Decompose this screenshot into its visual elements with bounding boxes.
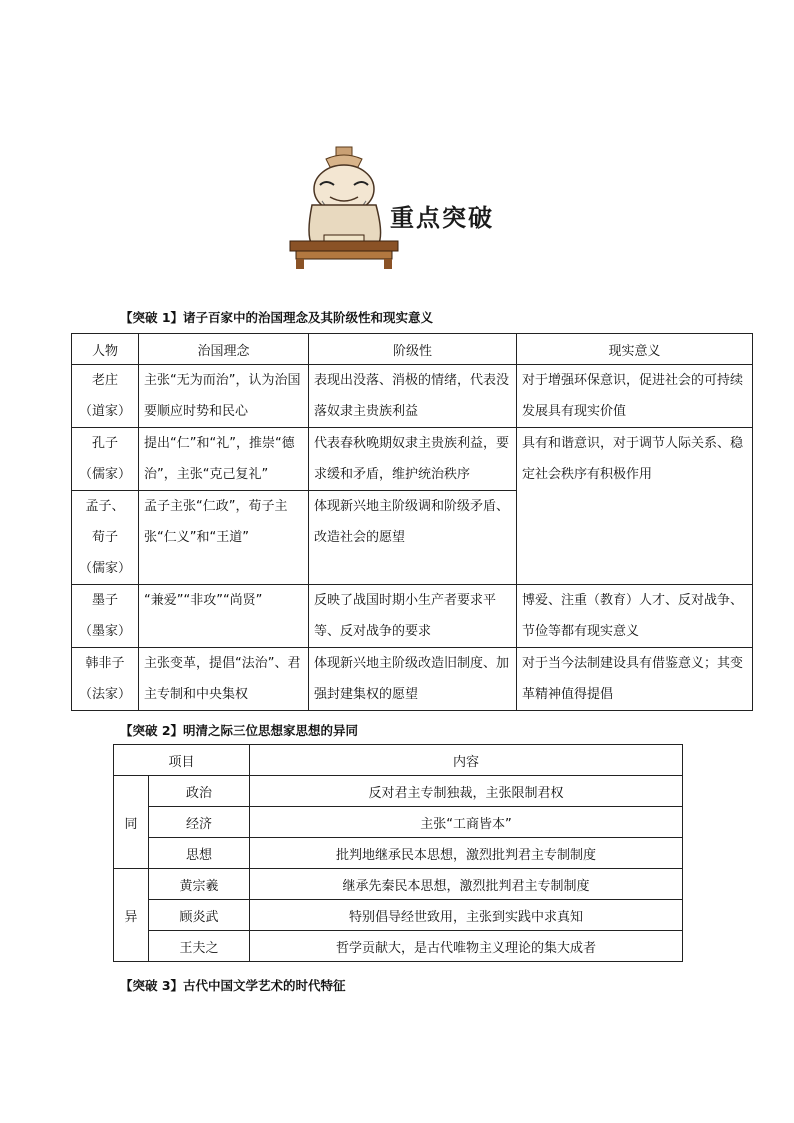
school-name: （法家） xyxy=(78,687,131,702)
class-cell: 代表春秋晚期奴隶主贵族利益，要求缓和矛盾，维护统治秩序 xyxy=(309,428,517,491)
class-cell: 体现新兴地主阶级改造旧制度、加强封建集权的愿望 xyxy=(309,648,517,711)
column-header: 阶级性 xyxy=(309,334,517,365)
meaning-cell: 对于增强环保意识，促进社会的可持续发展具有现实价值 xyxy=(517,365,753,428)
idea-cell: 主张“无为而治”，认为治国要顺应时势和民心 xyxy=(139,365,309,428)
item-cell: 王夫之 xyxy=(149,931,250,962)
idea-cell: 主张变革，提倡“法治”、君主专制和中央集权 xyxy=(139,648,309,711)
class-cell: 表现出没落、消极的情绪，代表没落奴隶主贵族利益 xyxy=(309,365,517,428)
group-label-diff: 异 xyxy=(114,869,149,962)
table-row xyxy=(72,365,753,428)
person-cell xyxy=(72,648,139,711)
item-cell: 思想 xyxy=(149,838,250,869)
person-name: 孔子 xyxy=(91,436,118,451)
table-header-row xyxy=(72,334,753,365)
meaning-cell: 博爱、注重（教育）人才、反对战争、节俭等都有现实意义 xyxy=(517,585,753,648)
table-row xyxy=(114,869,683,900)
content-cell: 继承先秦民本思想，激烈批判君主专制制度 xyxy=(250,869,683,900)
person-cell xyxy=(72,428,139,491)
section1-heading: 【突破 1】诸子百家中的治国理念及其阶级性和现实意义 xyxy=(120,310,434,325)
person-cell xyxy=(72,585,139,648)
thinkers-table xyxy=(113,744,683,962)
table-row xyxy=(114,900,683,931)
content-cell: 特别倡导经世致用，主张到实践中求真知 xyxy=(250,900,683,931)
person-cell xyxy=(72,365,139,428)
group-label-same: 同 xyxy=(114,776,149,869)
section2-heading: 【突破 2】明清之际三位思想家思想的异同 xyxy=(120,723,359,738)
person-name: 荀子 xyxy=(91,530,118,545)
school-name: （墨家） xyxy=(78,624,131,639)
column-header: 治国理念 xyxy=(139,334,309,365)
table-row xyxy=(72,428,753,491)
class-cell: 体现新兴地主阶级调和阶级矛盾、改造社会的愿望 xyxy=(309,491,517,585)
item-cell: 政治 xyxy=(149,776,250,807)
meaning-cell: 具有和谐意识，对于调节人际关系、稳定社会秩序有积极作用 xyxy=(517,428,753,585)
school-name: （道家） xyxy=(78,404,131,419)
school-name: （儒家） xyxy=(78,467,131,482)
item-cell: 黄宗羲 xyxy=(149,869,250,900)
schools-table xyxy=(71,333,753,711)
column-header: 项目 xyxy=(114,745,250,776)
person-name: 韩非子 xyxy=(85,656,125,671)
table-row xyxy=(114,807,683,838)
meaning-cell: 对于当今法制建设具有借鉴意义；其变革精神值得提倡 xyxy=(517,648,753,711)
class-cell: 反映了战国时期小生产者要求平等、反对战争的要求 xyxy=(309,585,517,648)
person-name: 老庄 xyxy=(91,373,118,388)
content-cell: 主张“工商皆本” xyxy=(250,807,683,838)
table-header-row xyxy=(114,745,683,776)
person-name: 墨子 xyxy=(91,593,118,608)
table-row xyxy=(114,838,683,869)
table-row xyxy=(114,776,683,807)
table-row xyxy=(72,585,753,648)
table-row xyxy=(72,648,753,711)
idea-cell: 孟子主张“仁政”，荀子主张“仁义”和“王道” xyxy=(139,491,309,585)
idea-cell: 提出“仁”和“礼”，推崇“德治”，主张“克己复礼” xyxy=(139,428,309,491)
column-header: 现实意义 xyxy=(517,334,753,365)
page-title: 重点突破 xyxy=(390,203,494,232)
school-name: （儒家） xyxy=(78,561,131,576)
idea-cell: “兼爱”“非攻”“尚贤” xyxy=(139,585,309,648)
person-cell xyxy=(72,491,139,585)
column-header: 内容 xyxy=(250,745,683,776)
item-cell: 顾炎武 xyxy=(149,900,250,931)
content-cell: 反对君主专制独裁，主张限制君权 xyxy=(250,776,683,807)
content-cell: 哲学贡献大，是古代唯物主义理论的集大成者 xyxy=(250,931,683,962)
column-header: 人物 xyxy=(72,334,139,365)
item-cell: 经济 xyxy=(149,807,250,838)
table-row xyxy=(114,931,683,962)
section3-heading: 【突破 3】古代中国文学艺术的时代特征 xyxy=(120,978,346,993)
content-cell: 批判地继承民本思想，激烈批判君主专制制度 xyxy=(250,838,683,869)
person-name: 孟子、 xyxy=(85,499,125,514)
